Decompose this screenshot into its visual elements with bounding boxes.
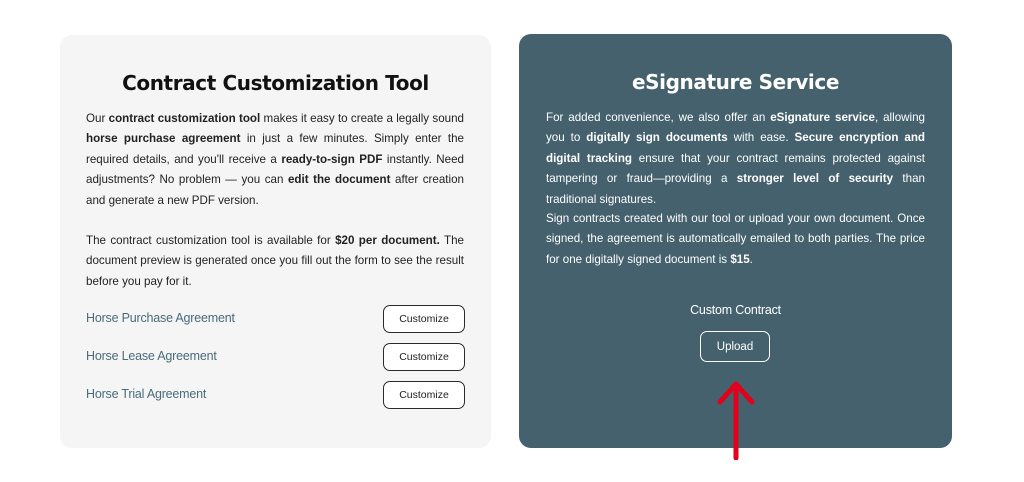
contract-tool-title: Contract Customization Tool [122,71,429,95]
customize-lease-button[interactable]: Customize [383,343,465,371]
esignature-title: eSignature Service [631,70,839,94]
customize-trial-button[interactable]: Customize [383,381,465,409]
agreement-name-lease[interactable]: Horse Lease Agreement [86,349,217,363]
esignature-description: For added convenience, we also offer an eSignature service, allowing you to digitally sign documents with ease. Secure encryption and digital tracking ensure that your contract remains protected against tampering or fraud—providing a stronger level of security than traditional signatures. [546,111,925,206]
agreement-name-purchase[interactable]: Horse Purchase Agreement [86,311,235,325]
contract-tool-description: Our contract customization tool makes it easy to create a legally sound horse purchase agreement in just a few minutes. Simply enter the required details, and you'll receive a ready-to-sign PDF instantly. Need adjustments? No problem — you can edit the document after creation and generate a new PDF version. [86,112,465,207]
agreement-row-trial [86,381,465,409]
customize-purchase-button[interactable]: Customize [383,305,465,333]
agreement-row-purchase [86,305,465,333]
agreement-row-lease [86,343,465,371]
red-up-arrow-icon [715,378,757,460]
esignature-details: Sign contracts created with our tool or upload your own document. Once signed, the agreement is automatically emailed to both parties. The price for one digitally signed document is $15. [546,212,925,266]
upload-button[interactable]: Upload [700,331,770,362]
agreement-name-trial[interactable]: Horse Trial Agreement [86,387,207,401]
custom-contract-label: Custom Contract [690,303,781,317]
contract-customization-card [60,35,491,448]
contract-tool-pricing: The contract customization tool is available for $20 per document. The document preview is generated once you fill out the form to see the result before you pay for it. [86,234,464,288]
